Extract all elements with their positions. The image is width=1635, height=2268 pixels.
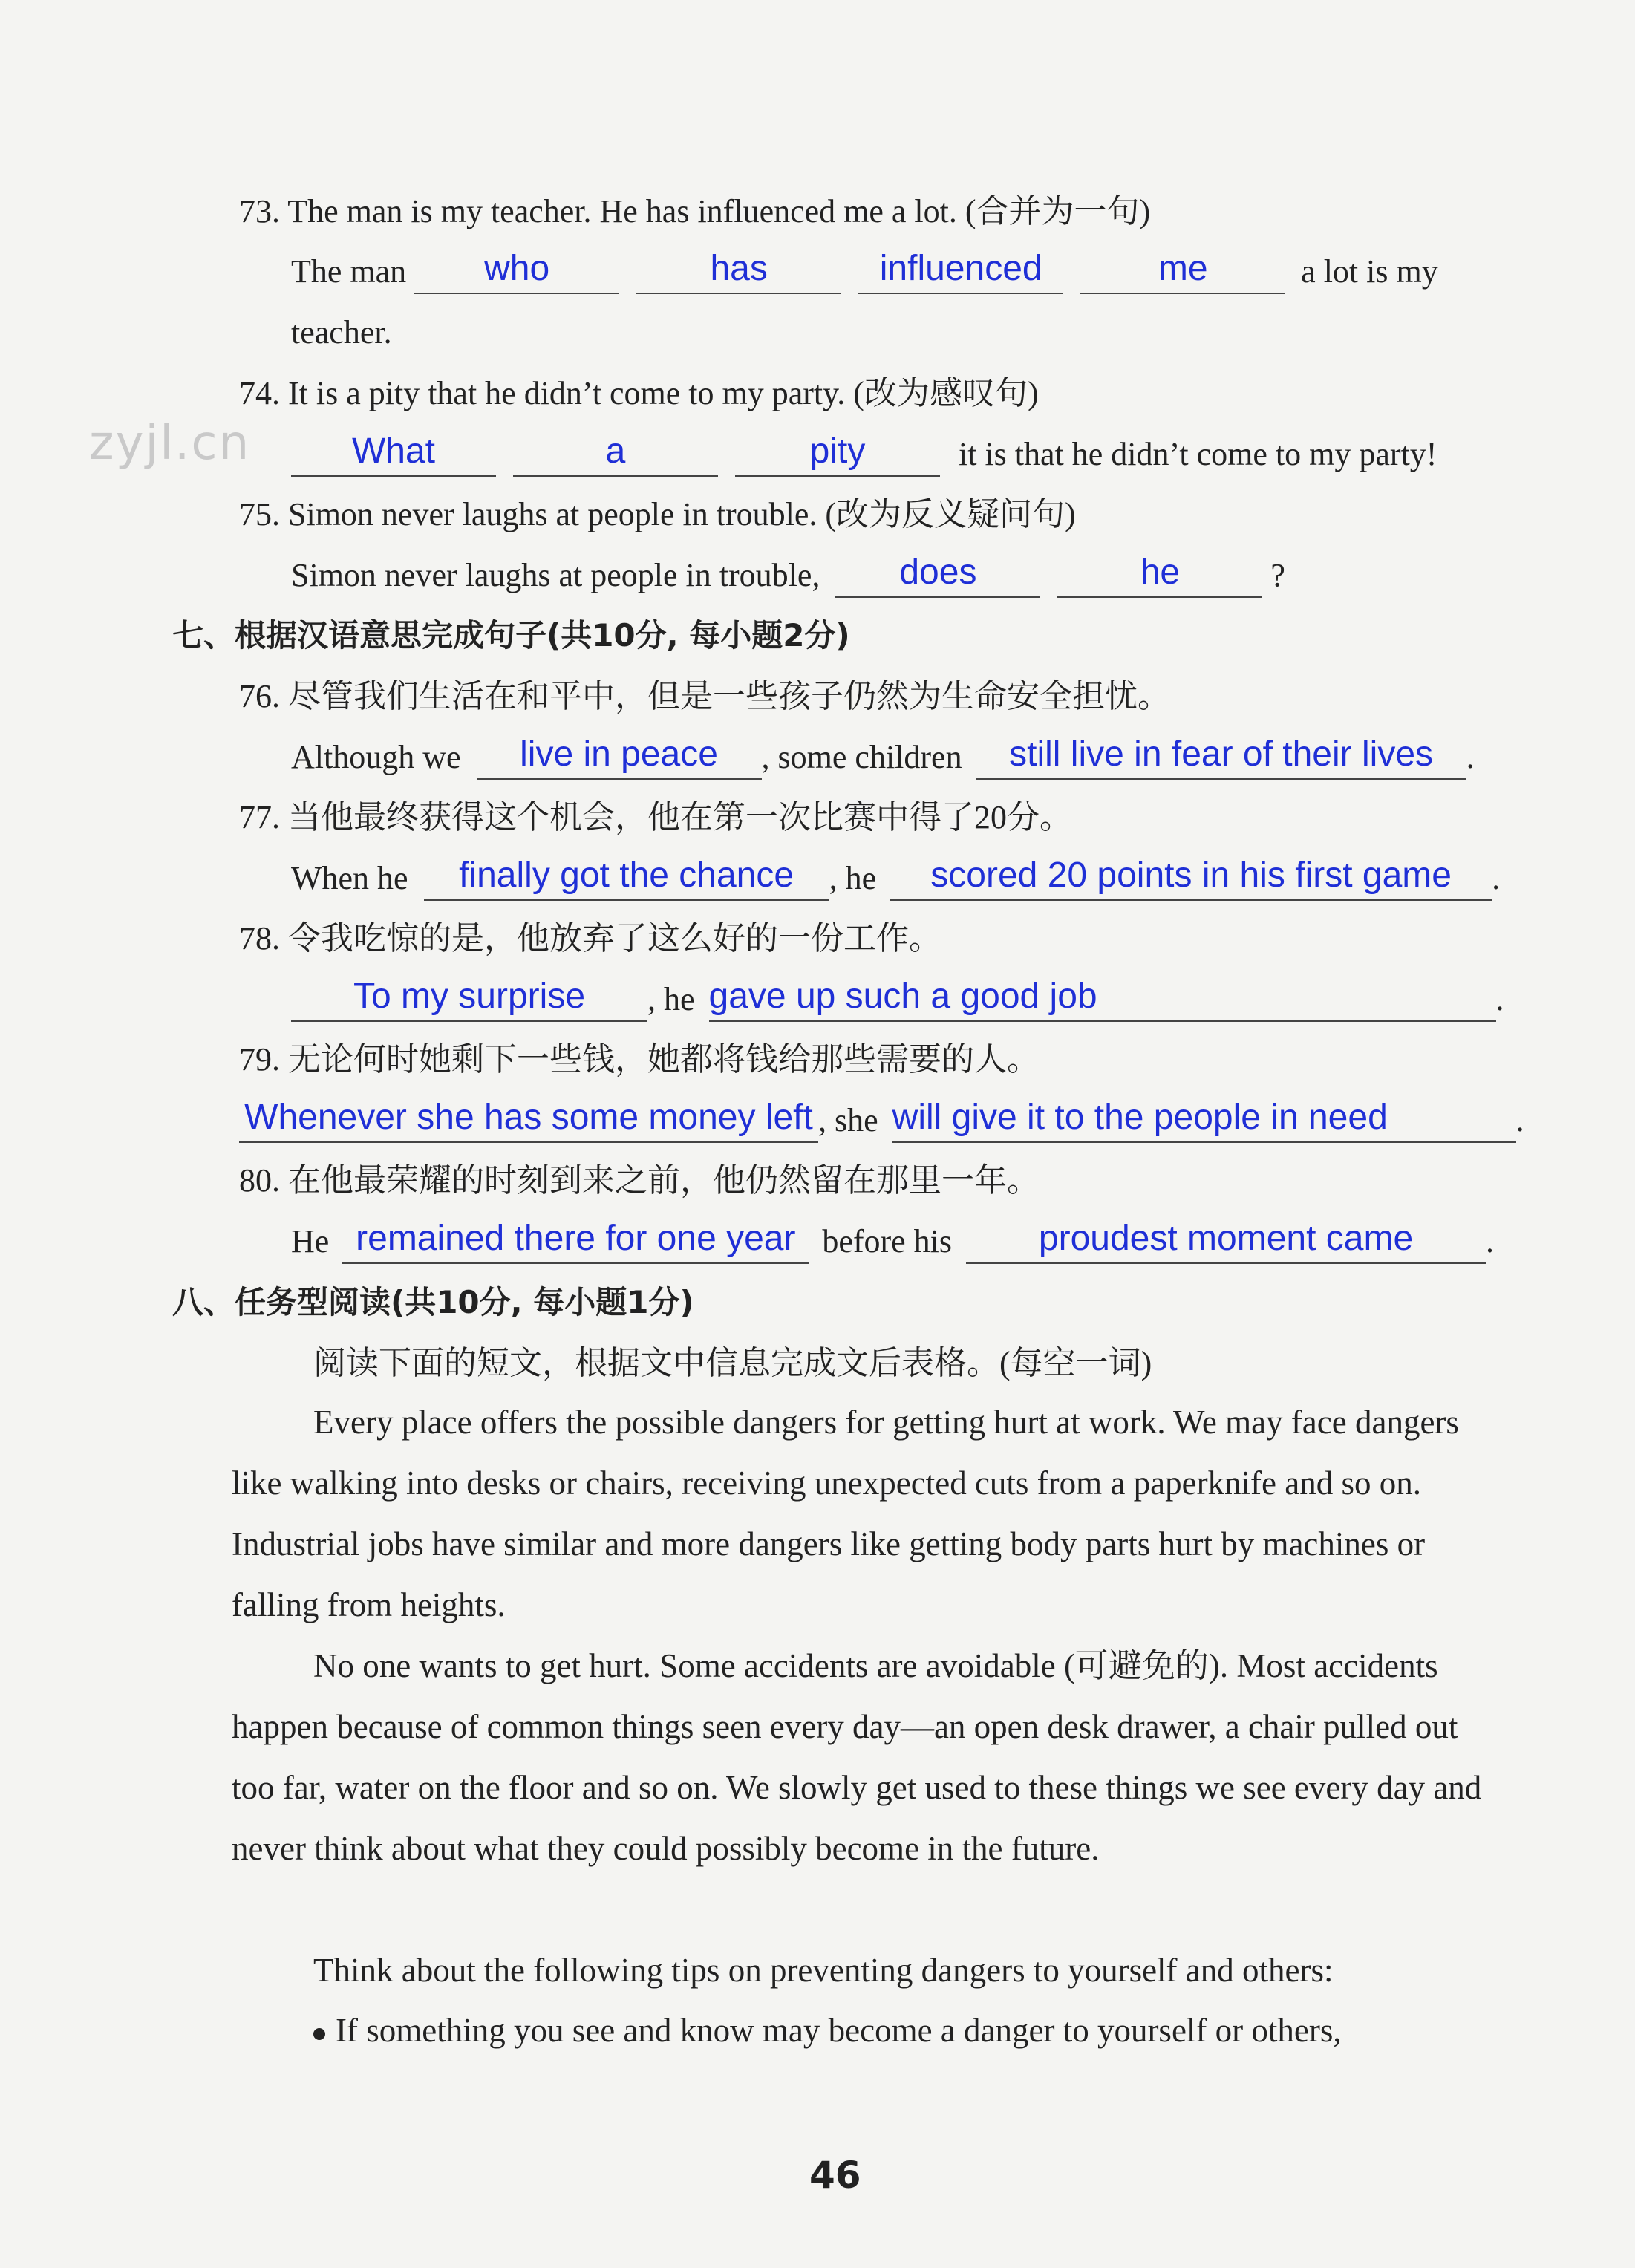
q73-answer-4: me xyxy=(1158,249,1208,288)
q79-answer-line xyxy=(239,1098,1524,1143)
q79-answer-2: will give it to the people in need xyxy=(892,1098,1388,1137)
q73-blank-1 xyxy=(414,249,619,294)
q75-answer-2: he xyxy=(1140,553,1181,592)
q74-prompt: 74. It is a pity that he didn’t come to my party. (改为感叹句) xyxy=(239,375,1039,411)
q80-answer-2: proudest moment came xyxy=(1038,1219,1414,1258)
q77-end: . xyxy=(1492,860,1501,896)
q76-answer-line xyxy=(291,735,1475,780)
q74-tail: it is that he didn’t come to my party! xyxy=(959,436,1437,472)
q76-lead: Although we xyxy=(291,739,461,775)
q77-answer-line xyxy=(291,856,1500,901)
q73-answer-3: influenced xyxy=(879,249,1042,288)
q79-prompt: 79. 无论何时她剩下一些钱，她都将钱给那些需要的人。 xyxy=(239,1041,1040,1078)
q77-mid: , he xyxy=(829,860,877,896)
q78-end: . xyxy=(1495,981,1504,1017)
q80-answer-1: remained there for one year xyxy=(356,1219,796,1258)
q78-mid: , he xyxy=(647,981,695,1017)
q73-blank-2 xyxy=(636,249,841,294)
q74-answer-3: pity xyxy=(809,431,866,471)
q77-answer-1: finally got the chance xyxy=(459,856,794,895)
q79-blank-2 xyxy=(892,1098,1516,1143)
q77-blank-2 xyxy=(890,856,1492,901)
q76-answer-2: still live in fear of their lives xyxy=(1009,734,1434,774)
q74-answer-2: a xyxy=(605,431,626,471)
bullet-item-1 xyxy=(313,2008,1342,2053)
q80-mid: before his xyxy=(822,1223,953,1260)
q73-tail2: teacher. xyxy=(291,314,392,351)
reading-paragraph-3: Think about the following tips on preventing dangers to yourself and others: xyxy=(313,1952,1334,1989)
q78-answer-2: gave up such a good job xyxy=(708,977,1097,1016)
q75-lead: Simon never laughs at people in trouble, xyxy=(291,557,820,593)
q76-prompt: 76. 尽管我们生活在和平中，但是一些孩子仍然为生命安全担忧。 xyxy=(239,678,1170,714)
q73-answer-2: has xyxy=(710,249,768,288)
q77-blank-1 xyxy=(424,856,829,901)
q78-blank-1 xyxy=(291,977,647,1022)
bullet-icon xyxy=(313,2028,325,2040)
q78-answer-1: To my surprise xyxy=(353,977,586,1016)
q73-answer-line xyxy=(291,250,1438,294)
q74-blank-2 xyxy=(513,431,718,477)
reading-paragraph-1: Every place offers the possible dangers for getting hurt at work. We may face dangers like walking into desks or chairs, receiving unexpected cuts from a paperknife and so on. Industrial jobs have similar and more dangers like getting body parts hurt by machines or falling from heights. xyxy=(232,1404,1459,1623)
q79-blank-1 xyxy=(239,1098,818,1143)
q80-lead: He xyxy=(291,1223,330,1260)
q76-end: . xyxy=(1466,739,1475,775)
q73-prompt: 73. The man is my teacher. He has influenced me a lot. (合并为一句) xyxy=(239,193,1151,229)
bullet-item-1-text: If something you see and know may become a danger to yourself or others, xyxy=(336,2012,1342,2049)
q73-blank-3 xyxy=(858,249,1063,294)
q76-blank-2 xyxy=(976,734,1466,780)
section-7-heading: 七、根据汉语意思完成句子(共10分, 每小题2分) xyxy=(172,617,850,654)
q76-blank-1 xyxy=(477,734,762,780)
q79-answer-1: Whenever she has some money left xyxy=(244,1098,813,1137)
q77-prompt: 77. 当他最终获得这个机会，他在第一次比赛中得了20分。 xyxy=(239,799,1072,835)
q75-answer-line xyxy=(291,553,1285,598)
q74-blank-3 xyxy=(735,431,940,477)
q73-blank-4 xyxy=(1080,249,1285,294)
q78-answer-line xyxy=(291,977,1504,1022)
q75-tail: ? xyxy=(1270,557,1285,593)
q75-prompt: 75. Simon never laughs at people in trouble. (改为反义疑问句) xyxy=(239,496,1076,532)
q80-prompt: 80. 在他最荣耀的时刻到来之前，他仍然留在那里一年。 xyxy=(239,1162,1040,1199)
q74-answer-line xyxy=(291,432,1437,477)
q80-blank-2 xyxy=(966,1219,1486,1264)
q76-mid: , some children xyxy=(761,739,962,775)
q75-blank-2 xyxy=(1057,553,1262,598)
q73-lead: The man xyxy=(291,253,407,290)
watermark: zyjl.cn xyxy=(89,416,251,471)
q73-answer-1: who xyxy=(484,249,550,288)
reading-instructions: 阅读下面的短文，根据文中信息完成文后表格。(每空一词) xyxy=(313,1345,1152,1381)
section-8-heading: 八、任务型阅读(共10分, 每小题1分) xyxy=(172,1284,694,1320)
q74-blank-1 xyxy=(291,431,496,477)
q78-prompt: 78. 令我吃惊的是，他放弃了这么好的一份工作。 xyxy=(239,920,941,957)
q78-blank-2 xyxy=(708,977,1496,1022)
q80-end: . xyxy=(1486,1223,1495,1260)
q74-answer-1: What xyxy=(351,431,436,471)
q79-end: . xyxy=(1515,1102,1524,1138)
q80-answer-line xyxy=(291,1219,1494,1264)
q75-blank-1 xyxy=(835,553,1040,598)
q77-lead: When he xyxy=(291,860,408,896)
q77-answer-2: scored 20 points in his first game xyxy=(930,856,1452,895)
reading-paragraph-2: No one wants to get hurt. Some accidents are avoidable (可避免的). Most accidents happen because of common things seen every day—an open desk drawer, a chair pulled out too far, water on the floor and so on. We slowly get used to these things we see every day and never think about what they could possibly become in the future. xyxy=(232,1647,1482,1867)
q73-tail: a lot is my xyxy=(1301,253,1438,290)
q80-blank-1 xyxy=(342,1219,809,1264)
q75-answer-1: does xyxy=(899,553,977,592)
page-number: 46 xyxy=(809,2154,861,2197)
q79-mid: , she xyxy=(818,1102,878,1138)
q76-answer-1: live in peace xyxy=(520,734,718,774)
